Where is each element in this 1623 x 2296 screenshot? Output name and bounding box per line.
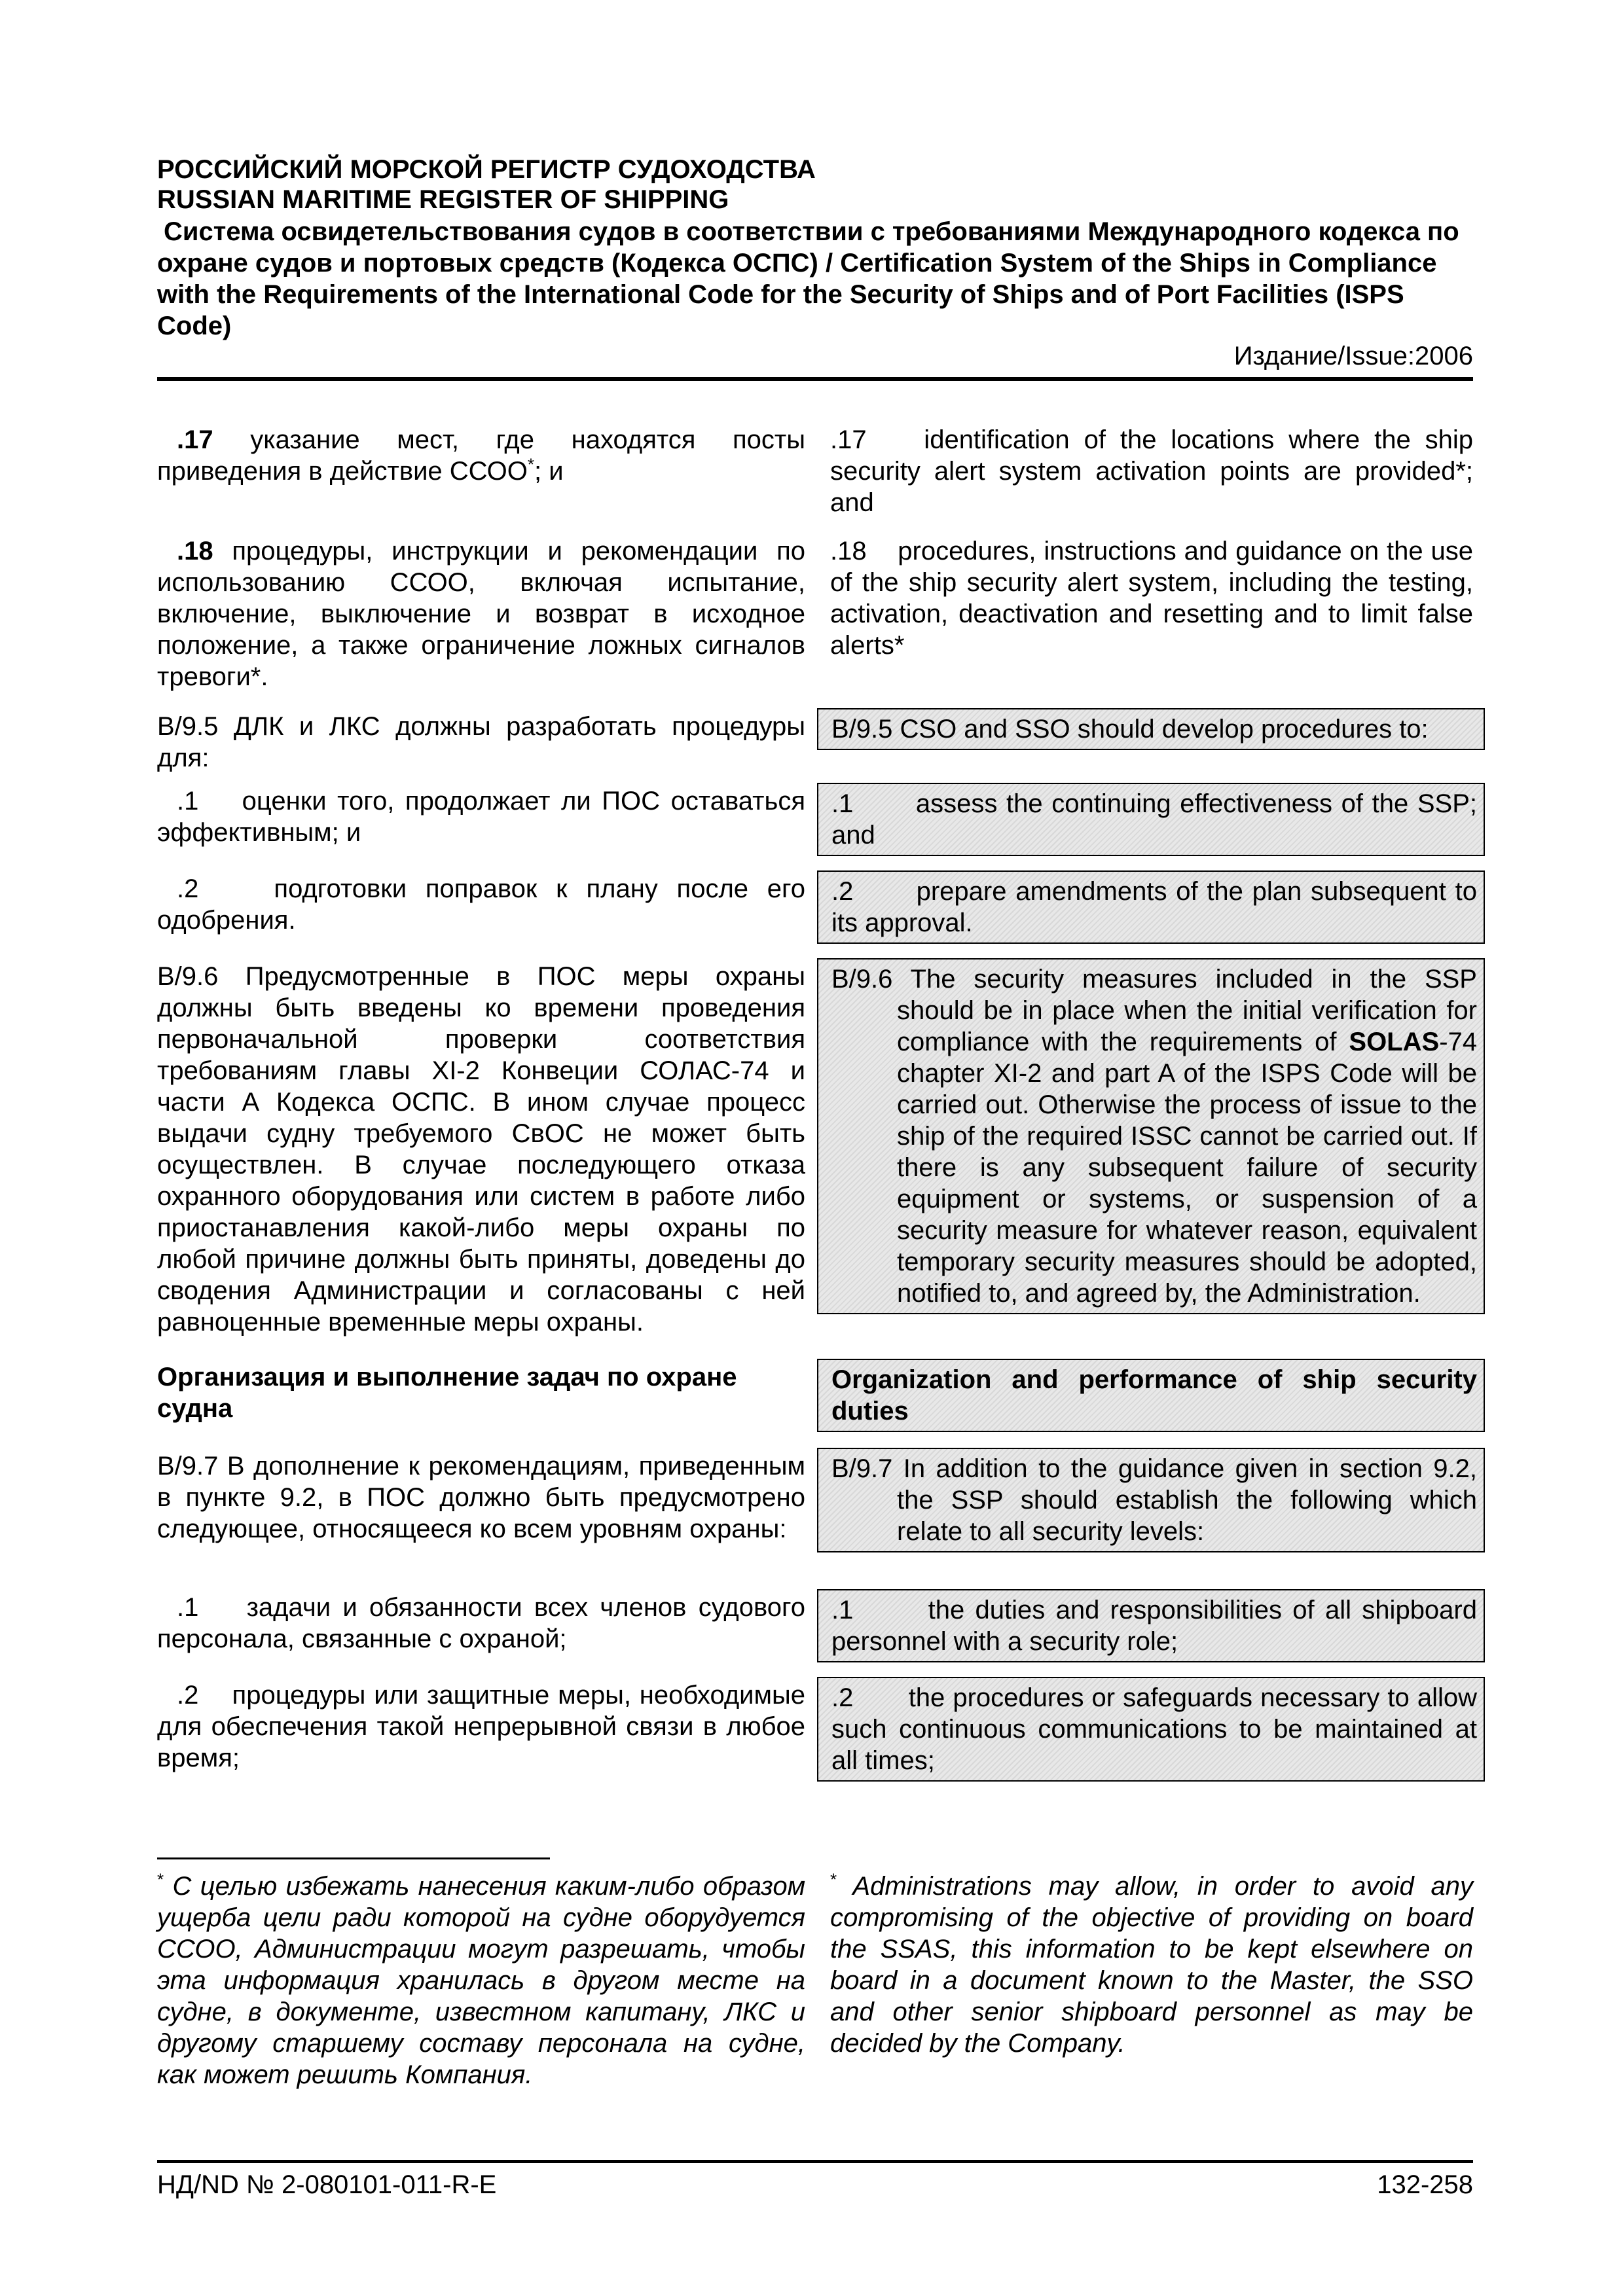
ru-b96: В/9.6 Предусмотренные в ПОС меры охраны должны быть введены ко времени проведения первоначальной проверки соответствия требованиям главы XI-2 Конвеции СОЛАС-74 и части А Кодекса ОСПС. В ином случае процесс выдачи судну требуемого СвОС не может быть осуществлен. В случае последующего отказа охранного оборудования или систем в работе либо приостанавления какой-либо меры охраны по любой причине должны быть приняты, доведены до сводения Администрации и согласованы с ней равноценные временные меры охраны. <box>157 962 805 1336</box>
footnote-en-mark: * <box>830 1869 837 1890</box>
header-edition: Издание/Issue:2006 <box>1233 342 1473 370</box>
ru-b97-1: .1 задачи и обязанности всех членов судового персонала, связанные с охраной; <box>157 1593 813 1653</box>
en-b95: B/9.5 CSO and SSO should develop procedures to: <box>831 715 1429 744</box>
ru-item-18-text: процедуры, инструкции и рекомендации по использованию ССОО, включая испытание, включение, выключение и возврат в исходное положение, а также ограничение ложных сигналов тревоги*. <box>157 537 805 691</box>
en-b97: B/9.7 In addition to the guidance given in section 9.2, the SSP should establish the following which relate to all security levels: <box>831 1454 1477 1546</box>
header-divider <box>157 377 1473 381</box>
ru-item-17 <box>157 424 805 487</box>
ru-section-heading: Организация и выполнение задач по охране судна <box>157 1363 737 1423</box>
ru-b95-1: .1 оценки того, продолжает ли ПОС оставаться эффективным; и <box>157 787 813 847</box>
en-b95-2: .2 prepare amendments of the plan subsequent to its approval. <box>831 877 1485 937</box>
en-b95-1-box <box>817 783 1485 856</box>
en-b96-solas: SOLAS <box>1349 1028 1440 1056</box>
ru-b97-2: .2 процедуры или защитные меры, необходимые для обеспечения такой непрерывной связи в любое время; <box>157 1681 813 1772</box>
ru-b95: В/9.5 ДЛК и ЛКС должны разработать процедуры для: <box>157 712 805 772</box>
ru-b97: В/9.7 В дополнение к рекомендациям, приведенным в пункте 9.2, в ПОС должно быть предусмотрено следующее, относящееся ко всем уровням охраны: <box>157 1452 805 1543</box>
en-b97-1-box <box>817 1589 1485 1662</box>
ru-item-18 <box>157 535 805 692</box>
en-item-17: .17 identification of the locations where the ship security alert system activation points are provided*; and <box>830 425 1481 517</box>
header-org-ru: РОССИЙСКИЙ МОРСКОЙ РЕГИСТР СУДОХОДСТВА <box>157 155 816 184</box>
en-b97-box <box>817 1448 1485 1552</box>
footnote-ru-text: С целью избежать нанесения каким-либо образом ущерба цели ради которой на судне оборудуется ССОО, Администрации могут разрешать, чтобы эта информация хранилась в другом месте на судне, в документе, известном капитану, ЛКС и другому старшему составу персонала на судне, как может решить Компания. <box>157 1872 805 2089</box>
ru-item-17-footnote-mark: * <box>527 454 535 475</box>
header-title: Система освидетельствования судов в соответствии с требованиями Международного кодекса по охране судов и портовых средств (Кодекса ОСПС) / Certification System of the Ships in Compliance with the Requirements of the International Code for the Security of Ships and of Port Facilities (ISPS Code) <box>157 217 1459 340</box>
footer-doc-number: НД/ND № 2-080101-011-R-E <box>157 2170 497 2199</box>
footnote-ru <box>157 1871 805 2090</box>
header-org-en: RUSSIAN MARITIME REGISTER OF SHIPPING <box>157 185 729 214</box>
footnote-en-text: Administrations may allow, in order to avoid any compromising of the objective of providing on board the SSAS, this information to be kept elsewhere on board in a document known to the Master, the SSO and other senior shipboard personnel as may be decided by the Company. <box>830 1872 1473 2058</box>
en-item-18: .18 procedures, instructions and guidance on the use of the ship security alert system, including the testing, activation, deactivation and resetting and to limit false alerts* <box>830 537 1481 660</box>
footnote-divider <box>157 1857 550 1859</box>
en-b95-box <box>817 708 1485 750</box>
en-b96-box <box>817 958 1485 1314</box>
en-b97-2-box <box>817 1677 1485 1782</box>
en-b97-1: .1 the duties and responsibilities of all shipboard personnel with a security role; <box>831 1596 1485 1656</box>
en-section-heading: Organization and performance of ship security duties <box>831 1365 1477 1426</box>
footer-page-number: 132-258 <box>1377 2170 1473 2199</box>
en-b97-2: .2 the procedures or safeguards necessary to allow such continuous communications to be maintained at all times; <box>831 1683 1485 1775</box>
en-b95-1: .1 assess the continuing effectiveness of the SSP; and <box>831 789 1485 850</box>
en-b96-post: -74 chapter XI-2 and part A of the ISPS Code will be carried out. Otherwise the process of issue to the ship of the required ISSC cannot be carried out. If there is any subsequent failure of security equipment or systems, or suspension of a security measure for whatever reason, equivalent temporary security measures should be adopted, notified to, and agreed by, the Administration. <box>897 1028 1477 1308</box>
footer-divider <box>157 2160 1473 2163</box>
ru-item-17-number: .17 <box>177 425 213 454</box>
footnote-ru-mark: * <box>157 1869 164 1890</box>
en-b95-2-box <box>817 870 1485 944</box>
ru-item-18-number: .18 <box>177 537 213 565</box>
ru-b95-2: .2 подготовки поправок к плану после его одобрения. <box>157 874 813 935</box>
en-b96-pre: B/9.6 The security measures included in the SSP should be in place when the initial verification for compliance with the requirements of <box>831 965 1477 1056</box>
ru-item-17-tail: ; и <box>534 457 564 486</box>
ru-item-17-text: указание мест, где находятся посты приведения в действие ССОО <box>157 425 805 486</box>
footnote-en <box>830 1871 1473 2059</box>
en-section-heading-box <box>817 1359 1485 1432</box>
